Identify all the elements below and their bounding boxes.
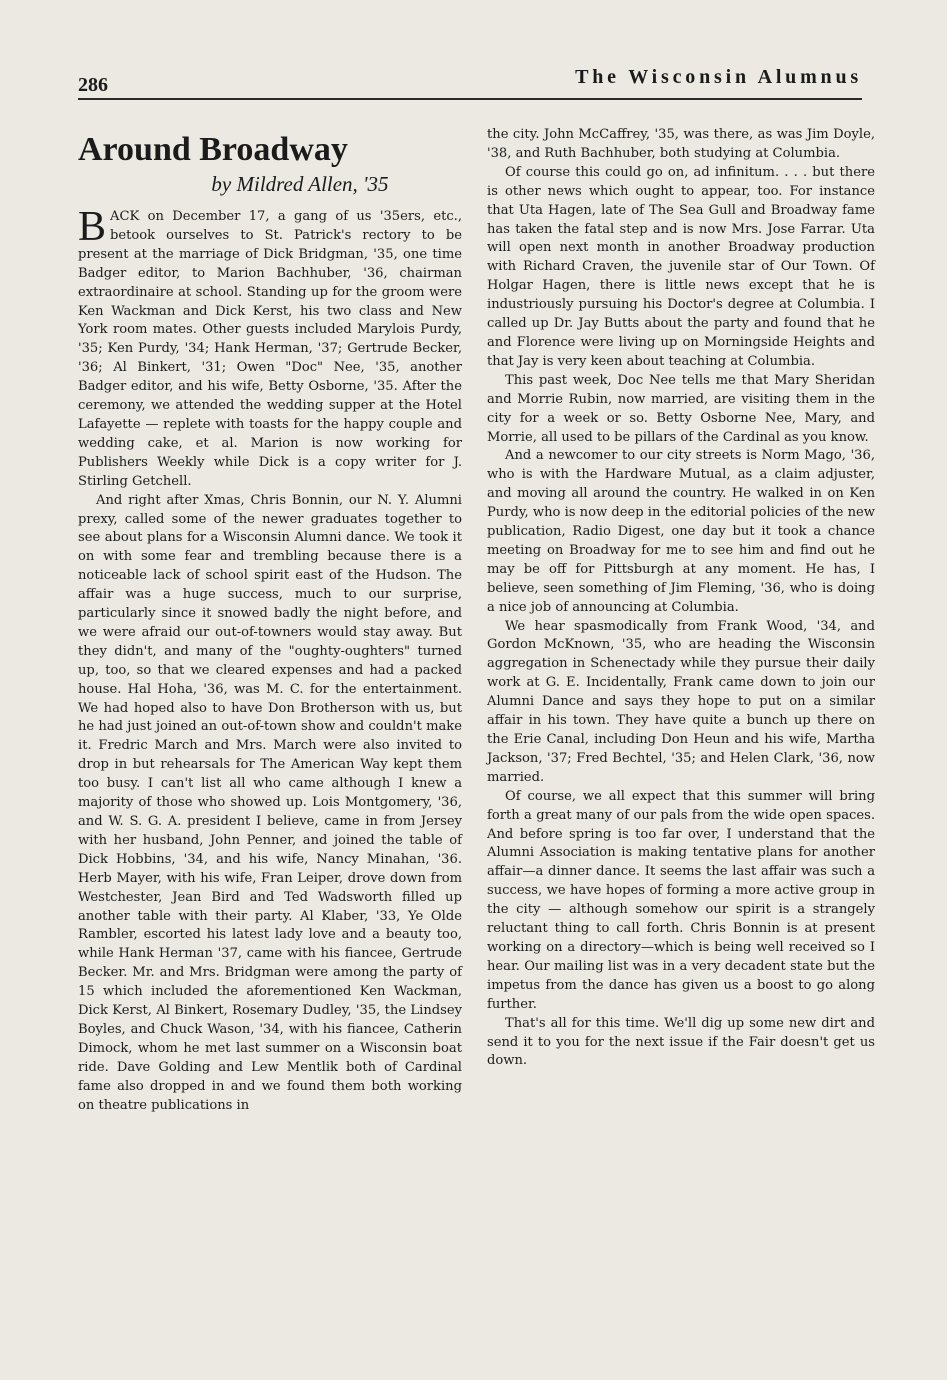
article-paragraph: And a newcomer to our city streets is Norm Mago, '36, who is with the Hardware Mutual, as a claim adjuster, and moving all around the country. He walked in on Ken Purdy, who is now deep in the editorial policies of the new publication, Radio Digest, one day but it took a chance meeting on Broadway for me to see him and find out he may be off for Pittsburgh at any moment. He has, I believe, seen something of Jim Fleming, '36, who is doing a nice job of announcing at Columbia. <box>487 448 875 615</box>
page-number: 286 <box>78 74 108 96</box>
article-paragraph: Of course, we all expect that this summer will bring forth a great many of our pals from the wide open spaces. And before spring is too far over, I understand that the Alumni Association is making tentative plans for another affair—a dinner dance. It seems the last affair was such a success, we have hopes of forming a more active group in the city — although somehow our spirit is a strangely reluctant thing to call forth. Chris Bonnin is at present working on a directory—which is being well received so I hear. Our mailing list was in a very decadent state but the impetus from the dance has given us a boost to go along further. <box>487 788 875 1012</box>
article-paragraph: the city. John McCaffrey, '35, was there, as was Jim Doyle, '38, and Ruth Bachhuber, both studying at Columbia. <box>487 127 875 161</box>
article-paragraph: That's all for this time. We'll dig up some new dirt and send it to you for the next issue if the Fair doesn't get us down. <box>487 1015 875 1069</box>
article-byline: by Mildred Allen, '35 <box>211 172 389 196</box>
article-paragraph: We hear spasmodically from Frank Wood, '34, and Gordon McKnown, '35, who are heading the Wisconsin aggregation in Schenectady while they pursue their daily work at G. E. Incidentally, Frank came down to join our Alumni Dance and says they hope to put on a similar affair in his town. They have quite a bunch up there on the Erie Canal, including Don Heun and his wife, Martha Jackson, '37; Fred Bechtel, '35; and Helen Clark, '36, now married. <box>487 618 875 785</box>
article-paragraph: Of course this could go on, ad infinitum. . . . but there is other news which ought to appear, too. For instance that Uta Hagen, late of The Sea Gull and Broadway fame has taken the fatal step and is now Mrs. Jose Farrar. Uta will open next month in another Broadway production with Richard Craven, the juvenile star of Our Town. Of Holgar Hagen, there is little news except that he is industriously pursuing his Doctor's degree at Columbia. I called up Dr. Jay Butts about the party and found that he and Florence were living up on Morningside Heights and that Jay is very keen about teaching at Columbia. <box>487 164 875 369</box>
article-paragraph <box>78 204 462 492</box>
paragraph-text: ACK on December 17, a gang of us '35ers, etc., betook ourselves to St. Patrick's rectory to be present at the marriage of Dick Bridgman, '35, one time Badger editor, to Marion Bachhuber, '36, chairman extraordinaire at school. Standing up for the groom were Ken Wackman and Dick Kerst, his two class and New York room mates. Other guests included Marylois Purdy, '35; Ken Purdy, '34; Hank Herman, '37; Gertrude Becker, '36; Al Binkert, '31; Owen "Doc" Nee, '35, another Badger editor, and his wife, Betty Osborne, '35. After the ceremony, we attended the wedding supper at the Hotel Lafayette — replete with toasts for the happy couple and wedding cake, et al. Marion is now working for Publishers Weekly while Dick is a copy writer for J. Stirling Getchell. <box>78 209 462 489</box>
right-column <box>487 126 875 1071</box>
left-column <box>78 126 462 1116</box>
running-head: The Wisconsin Alumnus <box>575 66 862 88</box>
article-paragraph: And right after Xmas, Chris Bonnin, our N. Y. Alumni prexy, called some of the newer graduates together to see about plans for a Wisconsin Alumni dance. We took it on with some fear and trembling because there is a noticeable lack of school spirit east of the Hudson. The affair was a huge success, much to our surprise, particularly since it snowed badly the night before, and we were afraid our out-of-towners would stay away. But they didn't, and many of the "oughty-oughters" turned up, too, so that we cleared expenses and had a packed house. Hal Hoha, '36, was M. C. for the entertainment. We had hoped also to have Don Brotherson with us, but he had just joined an out-of-town show and couldn't make it. Fredric March and Mrs. March were also invited to drop in but rehearsals for The American Way kept them too busy. I can't list all who came although I knew a majority of those who showed up. Lois Montgomery, '36, and W. S. G. A. president I believe, came in from Jersey with her husband, John Penner, and joined the table of Dick Hobbins, '34, and his wife, Nancy Minahan, '36. Herb Mayer, with his wife, Fran Leiper, drove down from Westchester, Jean Bird and Ted Wadsworth filled up another table with their party. Al Klaber, '33, Ye Olde Rambler, escorted his latest lady love and a beauty too, while Hank Herman '37, came with his fiancee, Gertrude Becker. Mr. and Mrs. Bridgman were among the party of 15 which included the aforementioned Ken Wackman, Dick Kerst, Al Binkert, Rosemary Dudley, '35, the Lindsey Boyles, and Chuck Wason, '34, with his fiancee, Catherin Dimock, whom he met last summer on a Wisconsin boat ride. Dave Golding and Lew Mentlik both of Cardinal fame also dropped in and we found them both working on theatre publications in <box>78 492 462 1113</box>
page-header <box>78 62 862 100</box>
article-title: Around Broadway <box>78 131 348 168</box>
drop-cap: B <box>78 204 107 250</box>
article-paragraph: This past week, Doc Nee tells me that Mary Sheridan and Morrie Rubin, now married, are visiting them in the city for a week or so. Betty Osborne Nee, Mary, and Morrie, all used to be pillars of the Cardinal as you know. <box>487 372 875 445</box>
